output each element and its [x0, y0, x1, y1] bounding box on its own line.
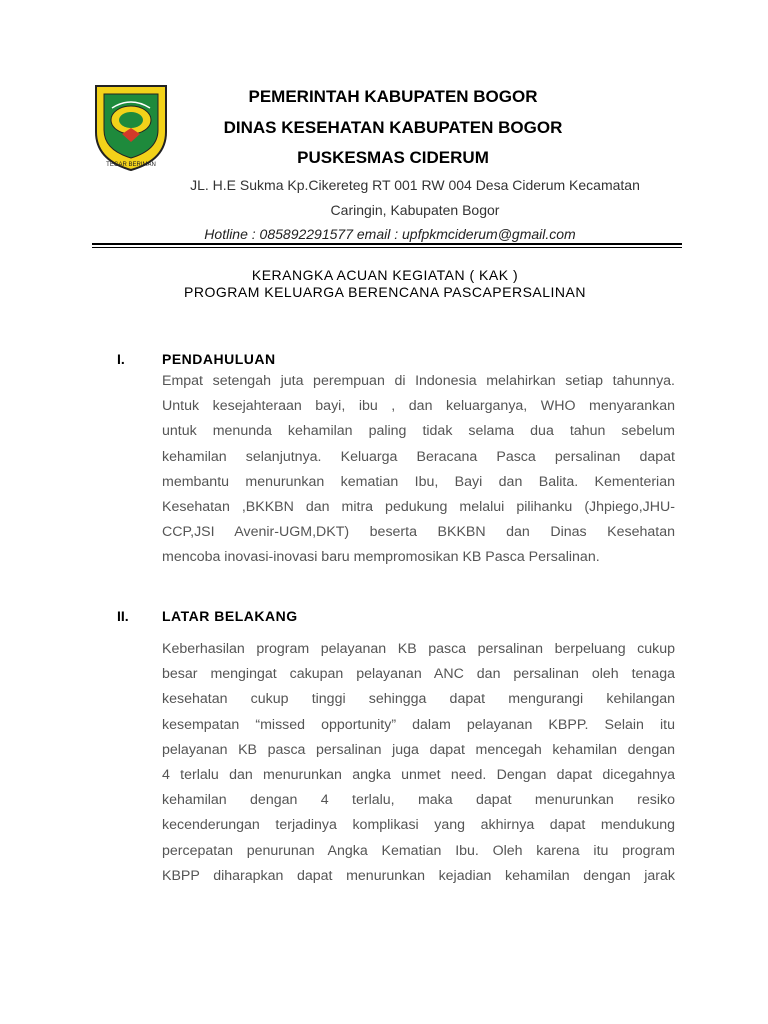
body-line: pelayanan KB pasca persalinan juga dapat mencegah kehamilan dengan — [162, 741, 675, 758]
header-puskesmas: PUSKESMAS CIDERUM — [297, 148, 489, 167]
section-1-title: PENDAHULUAN — [162, 351, 276, 367]
body-line: Kesehatan ,BKKBN dan mitra pedukung melalui pilihanku (Jhpiego,JHU- — [162, 498, 675, 515]
body-line: percepatan penurunan Angka Kematian Ibu. Oleh karena itu program — [162, 842, 675, 859]
body-line: 4 terlalu dan menurunkan angka unmet need. Dengan dapat dicegahnya — [162, 766, 675, 783]
address-line-1: JL. H.E Sukma Kp.Cikereteg RT 001 RW 004 Desa Ciderum Kecamatan — [190, 177, 640, 193]
kabupaten-bogor-logo — [92, 82, 170, 172]
letterhead-divider-thin — [92, 247, 682, 248]
document-title: KERANGKA ACUAN KEGIATAN ( KAK ) — [251, 267, 519, 283]
body-line: membantu menurunkan kematian Ibu, Bayi dan Balita. Kementerian — [162, 473, 675, 490]
body-line: kehamilan dengan 4 terlalu, maka dapat menurunkan resiko — [162, 792, 675, 809]
body-line: Untuk kesejahteraan bayi, ibu , dan keluarganya, WHO menyarankan — [162, 398, 675, 415]
section-2-number: II. — [117, 608, 129, 624]
section-2-body — [162, 637, 675, 889]
header-government: PEMERINTAH KABUPATEN BOGOR — [248, 87, 538, 106]
body-line: untuk menunda kehamilan paling tidak selama dua tahun sebelum — [162, 423, 675, 440]
body-line: kecenderungan terjadinya komplikasi yang akhirnya dapat mendukung — [162, 817, 675, 834]
body-line: KBPP diharapkan dapat menurunkan kejadian kehamilan dengan jarak — [162, 867, 675, 884]
logo-motto: TEGAR BERIMAN — [106, 162, 156, 168]
body-line: mencoba inovasi-inovasi baru mempromosikan KB Pasca Persalinan. — [162, 549, 600, 566]
body-line: kesehatan cukup tinggi sehingga dapat mengurangi kehilangan — [162, 691, 675, 708]
section-1-body — [162, 369, 675, 571]
hotline-email: Hotline : 085892291577 email : upfpkmciderum@gmail.com — [204, 226, 576, 242]
body-line: CCP,JSI Avenir-UGM,DKT) beserta BKKBN dan Dinas Kesehatan — [162, 524, 675, 541]
body-line: besar mengingat cakupan pelayanan ANC dan persalinan oleh tenaga — [162, 666, 675, 683]
section-1-number: I. — [117, 351, 125, 367]
header-department: DINAS KESEHATAN KABUPATEN BOGOR — [223, 118, 563, 137]
section-2-title: LATAR BELAKANG — [162, 608, 298, 624]
body-line: Keberhasilan program pelayanan KB pasca persalinan berpeluang cukup — [162, 641, 675, 657]
body-line: kehamilan selanjutnya. Keluarga Beracana Pasca persalinan dapat — [162, 448, 675, 465]
document-subtitle: PROGRAM KELUARGA BERENCANA PASCAPERSALINAN — [184, 284, 586, 300]
address-line-2: Caringin, Kabupaten Bogor — [330, 202, 500, 218]
body-line: kesempatan “missed opportunity” dalam pelayanan KBPP. Selain itu — [162, 716, 675, 733]
body-line: Empat setengah juta perempuan di Indonesia melahirkan setiap tahunnya. — [162, 373, 675, 389]
letterhead-divider-thick — [92, 243, 682, 245]
